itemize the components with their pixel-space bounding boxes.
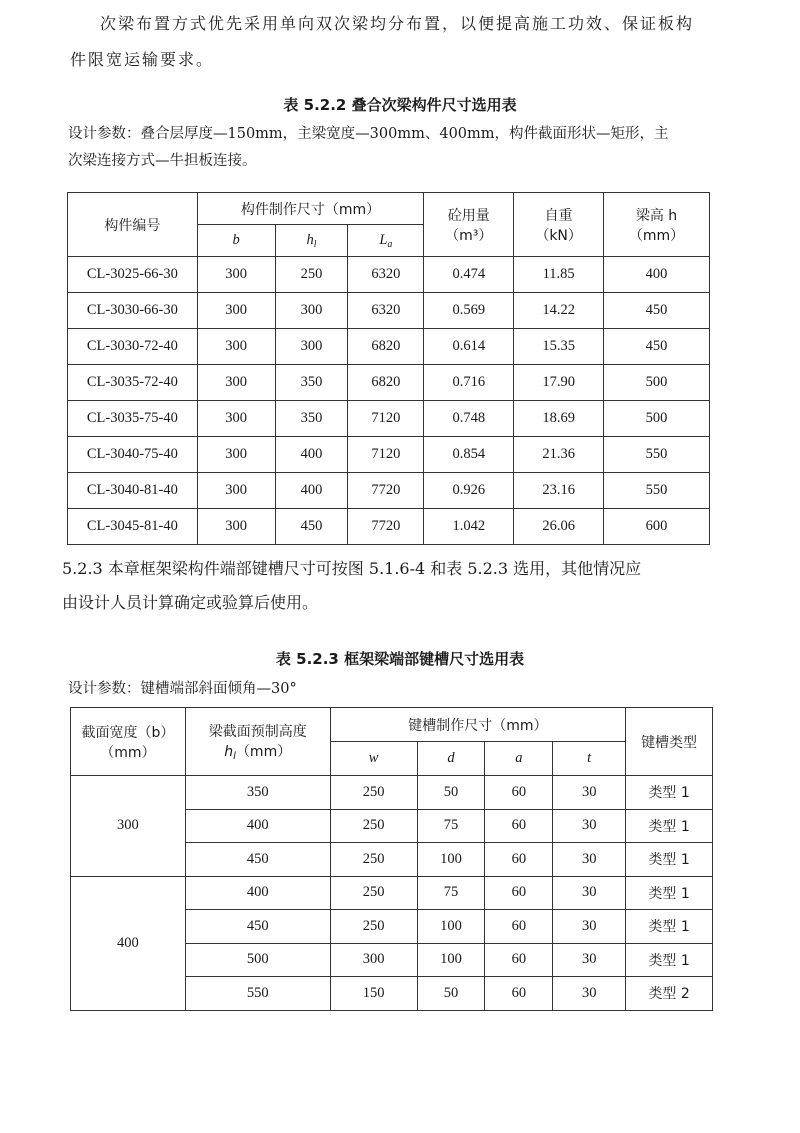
cell-id: CL-3025-66-30 (68, 257, 198, 293)
cell-height: 550 (604, 437, 710, 473)
cell-keyway-type: 类型 1 (626, 910, 713, 944)
cell-w: 250 (330, 843, 417, 877)
cell-b: 300 (197, 257, 275, 293)
table-row (71, 776, 713, 810)
cell-L: 6820 (348, 329, 424, 365)
cell-d: 75 (417, 809, 485, 843)
table-row (68, 509, 710, 545)
cell-precast-height: 350 (185, 776, 330, 810)
cell-h: 400 (275, 473, 348, 509)
table1-caption: 表 5.2.2 叠合次梁构件尺寸选用表 (283, 96, 517, 114)
cell-w: 250 (330, 910, 417, 944)
cell-w: 300 (330, 943, 417, 977)
col-header-dims: 构件制作尺寸（mm） (197, 193, 424, 225)
intro-line-1: 次梁布置方式优先采用单向双次梁均分布置，以便提高施工功效、保证板构 (100, 14, 695, 33)
cell-b: 300 (197, 365, 275, 401)
cell-id: CL-3040-81-40 (68, 473, 198, 509)
cell-b: 300 (197, 509, 275, 545)
width-label: 截面宽度（b） (81, 724, 175, 741)
cell-h: 400 (275, 437, 348, 473)
cell-keyway-type: 类型 1 (626, 943, 713, 977)
cell-id: CL-3035-72-40 (68, 365, 198, 401)
height-unit: （mm） (628, 227, 685, 244)
cell-id: CL-3040-75-40 (68, 437, 198, 473)
cell-b: 300 (197, 293, 275, 329)
cell-concrete: 0.716 (424, 365, 514, 401)
cell-keyway-type: 类型 1 (626, 843, 713, 877)
L-symbol: L (379, 231, 388, 248)
cell-precast-height: 450 (185, 843, 330, 877)
h-symbol: h (306, 231, 314, 248)
col-header-keyway-type: 键槽类型 (626, 708, 713, 776)
cell-a: 60 (485, 910, 553, 944)
cell-b: 300 (197, 473, 275, 509)
cell-concrete: 0.614 (424, 329, 514, 365)
concrete-unit: （m³） (445, 227, 493, 244)
cell-L: 7120 (348, 437, 424, 473)
cell-precast-height: 550 (185, 977, 330, 1011)
cell-h: 300 (275, 329, 348, 365)
cell-id: CL-3030-66-30 (68, 293, 198, 329)
intro-line-2: 件限宽运输要求。 (70, 50, 215, 69)
cell-height: 400 (604, 257, 710, 293)
cell-precast-height: 450 (185, 910, 330, 944)
col-header-weight (514, 193, 604, 257)
cell-concrete: 0.748 (424, 401, 514, 437)
cell-b: 300 (197, 401, 275, 437)
width-unit: （mm） (100, 744, 156, 761)
col-header-id: 构件编号 (68, 193, 198, 257)
cell-L: 7720 (348, 509, 424, 545)
precast-unit-text: （mm） (235, 744, 292, 760)
cell-a: 60 (485, 977, 553, 1011)
table-row (68, 329, 710, 365)
precast-height-label: 梁截面预制高度 (208, 724, 307, 740)
cell-L: 6820 (348, 365, 424, 401)
cell-a: 60 (485, 809, 553, 843)
cell-height: 550 (604, 473, 710, 509)
cell-concrete: 0.474 (424, 257, 514, 293)
cell-w: 150 (330, 977, 417, 1011)
table2-caption: 表 5.2.3 框架梁端部键槽尺寸选用表 (275, 650, 525, 668)
cell-precast-height: 400 (185, 876, 330, 910)
L-subscript: a (387, 238, 393, 250)
cell-width: 300 (71, 776, 186, 877)
table-row (68, 257, 710, 293)
col-header-width (71, 708, 186, 776)
cell-a: 60 (485, 776, 553, 810)
cell-weight: 17.90 (514, 365, 604, 401)
cell-t: 30 (553, 776, 626, 810)
table1-params-line-2: 次梁连接方式—牛担板连接。 (68, 153, 257, 169)
cell-h: 300 (275, 293, 348, 329)
col-header-L (348, 225, 424, 257)
col-header-t: t (553, 742, 626, 776)
cell-weight: 11.85 (514, 257, 604, 293)
concrete-label: 砼用量 (447, 207, 490, 224)
cell-L: 6320 (348, 257, 424, 293)
cell-id: CL-3045-81-40 (68, 509, 198, 545)
cell-keyway-type: 类型 2 (626, 977, 713, 1011)
col-header-w: w (330, 742, 417, 776)
cell-concrete: 0.569 (424, 293, 514, 329)
cell-weight: 23.16 (514, 473, 604, 509)
col-header-d: d (417, 742, 485, 776)
cell-t: 30 (553, 977, 626, 1011)
cell-id: CL-3030-72-40 (68, 329, 198, 365)
cell-b: 300 (197, 437, 275, 473)
clause-line-1: 5.2.3 本章框架梁构件端部键槽尺寸可按图 5.1.6-4 和表 5.2.3 选用，其他情况应 (62, 559, 642, 578)
beam-size-table (67, 192, 710, 545)
cell-height: 600 (604, 509, 710, 545)
table-row (68, 401, 710, 437)
col-header-concrete (424, 193, 514, 257)
table-row (68, 293, 710, 329)
cell-keyway-type: 类型 1 (626, 776, 713, 810)
table-row (68, 473, 710, 509)
cell-precast-height: 400 (185, 809, 330, 843)
cell-w: 250 (330, 776, 417, 810)
clause-line-2: 由设计人员计算确定或验算后使用。 (62, 593, 319, 612)
cell-L: 6320 (348, 293, 424, 329)
col-header-keyway-dims: 键槽制作尺寸（mm） (330, 708, 625, 742)
cell-precast-height: 500 (185, 943, 330, 977)
cell-w: 250 (330, 809, 417, 843)
cell-t: 30 (553, 876, 626, 910)
col-header-a: a (485, 742, 553, 776)
table1-params-line-1: 设计参数：叠合层厚度—150mm，主梁宽度—300mm、400mm，构件截面形状—矩形，主 (68, 126, 669, 142)
weight-label: 自重 (544, 207, 573, 224)
table2-parameters: 设计参数：键槽端部斜面倾角—30° (68, 681, 297, 697)
keyway-size-table (70, 707, 713, 1011)
cell-d: 75 (417, 876, 485, 910)
cell-L: 7120 (348, 401, 424, 437)
cell-width: 400 (71, 876, 186, 1010)
cell-height: 450 (604, 293, 710, 329)
cell-weight: 14.22 (514, 293, 604, 329)
col-header-height (604, 193, 710, 257)
intro-paragraph (70, 6, 760, 78)
precast-height-unit (186, 741, 330, 762)
table-row (68, 365, 710, 401)
cell-a: 60 (485, 843, 553, 877)
cell-weight: 26.06 (514, 509, 604, 545)
height-label: 梁高 h (635, 207, 678, 224)
cell-weight: 21.36 (514, 437, 604, 473)
cell-d: 100 (417, 943, 485, 977)
cell-h: 350 (275, 401, 348, 437)
table-row (68, 437, 710, 473)
cell-t: 30 (553, 809, 626, 843)
weight-unit: （kN） (535, 227, 582, 244)
h-subscript: l (313, 238, 317, 250)
cell-d: 100 (417, 910, 485, 944)
cell-h: 450 (275, 509, 348, 545)
cell-id: CL-3035-75-40 (68, 401, 198, 437)
cell-height: 500 (604, 401, 710, 437)
cell-weight: 18.69 (514, 401, 604, 437)
cell-height: 450 (604, 329, 710, 365)
precast-h-subscript: l (233, 751, 236, 762)
cell-concrete: 0.926 (424, 473, 514, 509)
col-header-precast-height (185, 708, 330, 776)
cell-d: 100 (417, 843, 485, 877)
cell-h: 350 (275, 365, 348, 401)
clause-5-2-3 (62, 552, 762, 620)
cell-d: 50 (417, 776, 485, 810)
col-header-h (275, 225, 348, 257)
cell-d: 50 (417, 977, 485, 1011)
table1-parameters (68, 121, 768, 175)
cell-b: 300 (197, 329, 275, 365)
col-header-b: b (197, 225, 275, 257)
table-row (71, 876, 713, 910)
cell-height: 500 (604, 365, 710, 401)
cell-t: 30 (553, 943, 626, 977)
cell-concrete: 0.854 (424, 437, 514, 473)
cell-concrete: 1.042 (424, 509, 514, 545)
cell-t: 30 (553, 843, 626, 877)
cell-weight: 15.35 (514, 329, 604, 365)
cell-w: 250 (330, 876, 417, 910)
cell-h: 250 (275, 257, 348, 293)
cell-t: 30 (553, 910, 626, 944)
cell-keyway-type: 类型 1 (626, 876, 713, 910)
cell-L: 7720 (348, 473, 424, 509)
cell-keyway-type: 类型 1 (626, 809, 713, 843)
precast-h-symbol: h (224, 744, 234, 760)
cell-a: 60 (485, 943, 553, 977)
cell-a: 60 (485, 876, 553, 910)
